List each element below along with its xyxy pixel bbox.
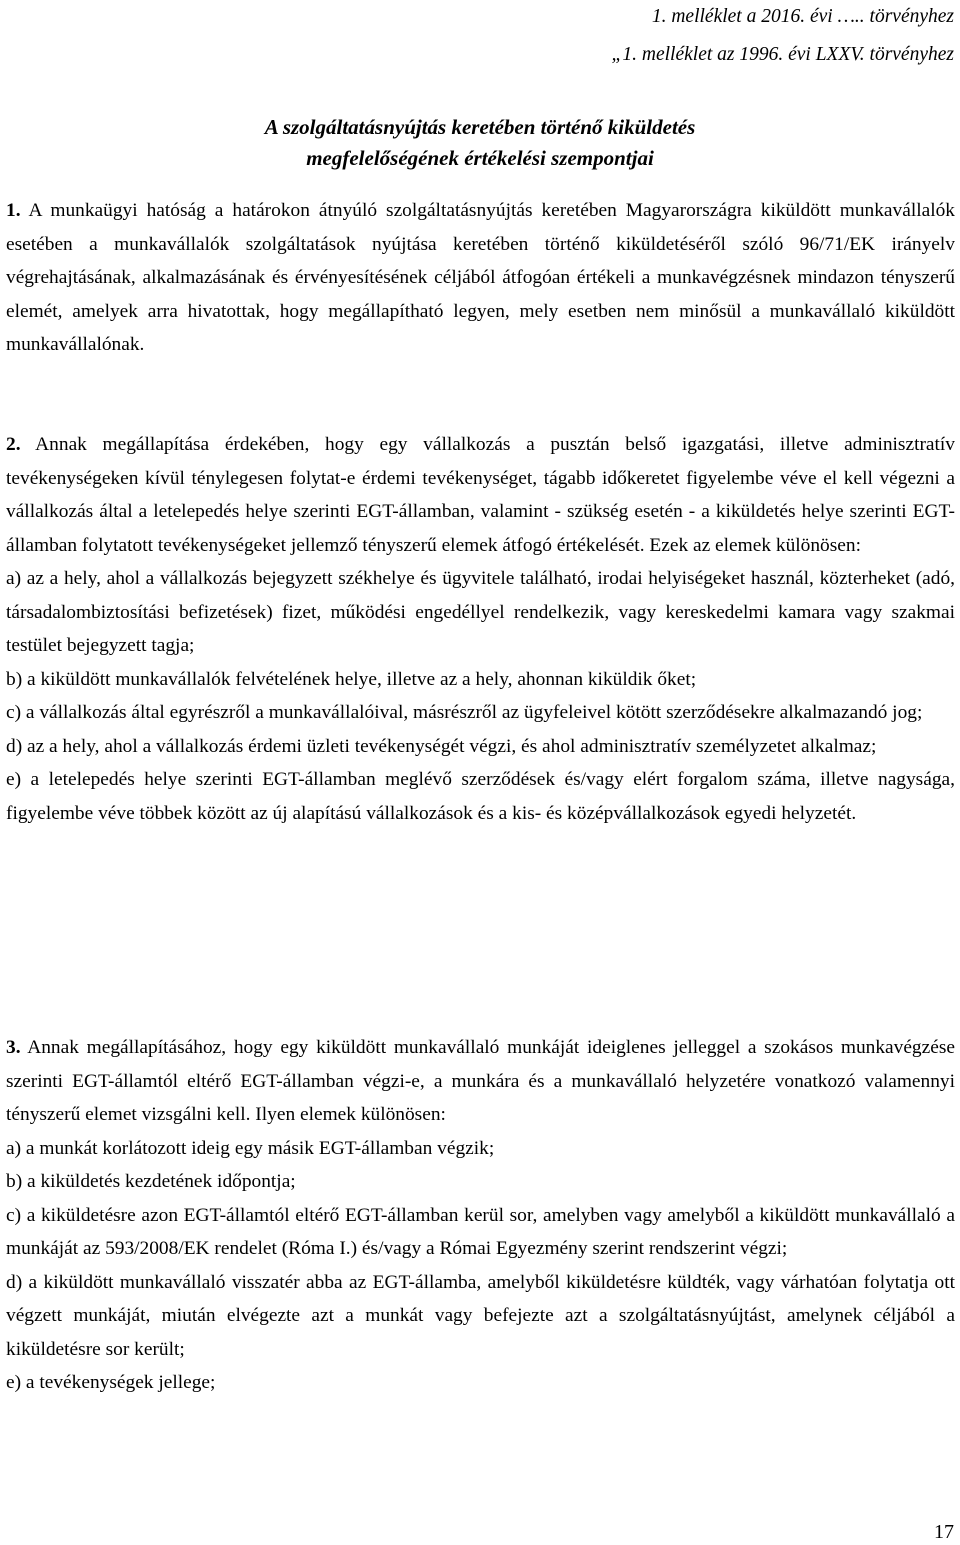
section-3-item-b: b) a kiküldetés kezdetének időpontja; — [6, 1171, 296, 1192]
section-3-item-c: c) a kiküldetésre azon EGT-államtól eltérő EGT-államban kerül sor, amelyben vagy amelyből a kiküldött munkavállaló a munkáját az 593/2008/EK rendelet (Róma I.) és/vagy a Római Egyezmény szerint rendszerint végzi; — [6, 1204, 955, 1259]
section-2 — [6, 428, 955, 830]
section-2-item-b: b) a kiküldött munkavállalók felvételének helye, illetve az a hely, ahonnan kiküldik őket; — [6, 668, 697, 690]
section-3-item-a: a) a munkát korlátozott ideig egy másik EGT-államban végzik; — [6, 1137, 495, 1159]
annex-header-line-1: 1. melléklet a 2016. évi ….. törvényhez — [651, 6, 954, 27]
annex-header-line-2: „1. melléklet az 1996. évi LXXV. törvényhez — [611, 44, 954, 65]
section-3-number: 3. — [6, 1037, 21, 1058]
section-2-item-e: e) a letelepedés helye szerinti EGT-államban meglévő szerződések és/vagy elért forgalom száma, illetve nagysága, figyelembe véve többek között az új alapítású vállalkozások és a kis- és középvállalkozások egyedi helyzetét. — [6, 769, 955, 824]
section-1-text: A munkaügyi hatóság a határokon átnyúló szolgáltatásnyújtás keretében Magyarországra kiküldött munkavállalók esetében a munkavállalók szolgáltatások nyújtása keretében történő kiküldetéséről szóló 96/71/EK irányelv végrehajtásának, alkalmazásának és érvényesítésének céljából átfogóan értékeli a munkavégzésnek mindazon tényszerű elemét, amelyek arra hivatottak, hogy megállapítható legyen, mely esetben nem minősül a munkavállaló kiküldött munkavállalónak. — [6, 200, 955, 355]
section-3-text: Annak megállapításához, hogy egy kiküldött munkavállaló munkáját ideiglenes jelleggel a szokásos munkavégzése szerinti EGT-államtól eltérő EGT-államban végzi-e, a munkára és a munkavállaló helyzetére vonatkozó valamennyi tényszerű elemet vizsgálni kell. Ilyen elemek különösen: — [6, 1037, 955, 1125]
section-1-number: 1. — [6, 200, 21, 221]
section-2-text: Annak megállapítása érdekében, hogy egy vállalkozás a pusztán belső igazgatási, illetve adminisztratív tevékenységeken kívül ténylegesen folytat-e érdemi tevékenységet, tágabb időkeretet figyelembe véve el kell végezni a vállalkozás által a letelepedés helye szerinti EGT-államban, valamint - szükség esetén - a kiküldetés helye szerinti EGT-államban folytatott tevékenységeket jellemző tényszerű elemek átfogó értékelését. Ezek az elemek különösen: — [6, 434, 955, 556]
section-3 — [6, 1031, 955, 1400]
document-title-line-1: A szolgáltatásnyújtás keretében történő kiküldetés — [264, 115, 696, 139]
section-2-item-d: d) az a hely, ahol a vállalkozás érdemi üzleti tevékenységét végzi, és ahol adminisztratív személyzetet alkalmaz; — [6, 735, 877, 757]
section-3-item-d: d) a kiküldött munkavállaló visszatér abba az EGT-államba, amelyből kiküldetésre küldték, vagy várhatóan folytatja ott végzett munkáját, miután elvégezte azt a munkát vagy befejezte azt a szolgáltatásnyújtást, amelynek céljából a kiküldetésre sor került; — [6, 1271, 955, 1360]
section-2-item-c: c) a vállalkozás által egyrészről a munkavállalóival, másrészről az ügyfeleivel kötött szerződésekre alkalmazandó jog; — [6, 702, 923, 723]
section-3-item-e: e) a tevékenységek jellege; — [6, 1372, 216, 1393]
section-2-number: 2. — [6, 434, 21, 455]
section-2-item-a: a) az a hely, ahol a vállalkozás bejegyzett székhelye és ügyvitele található, irodai helyiségeket használ, közterheket (adó, társadalombiztosítási befizetések) fizet, működési engedéllyel rendelkezik, vagy kereskedelmi kamara vagy szakmai testület bejegyzett tagja; — [6, 568, 955, 656]
page-number: 17 — [934, 1521, 954, 1543]
section-1 — [6, 194, 955, 362]
document-title-line-2: megfelelőségének értékelési szempontjai — [306, 146, 654, 170]
